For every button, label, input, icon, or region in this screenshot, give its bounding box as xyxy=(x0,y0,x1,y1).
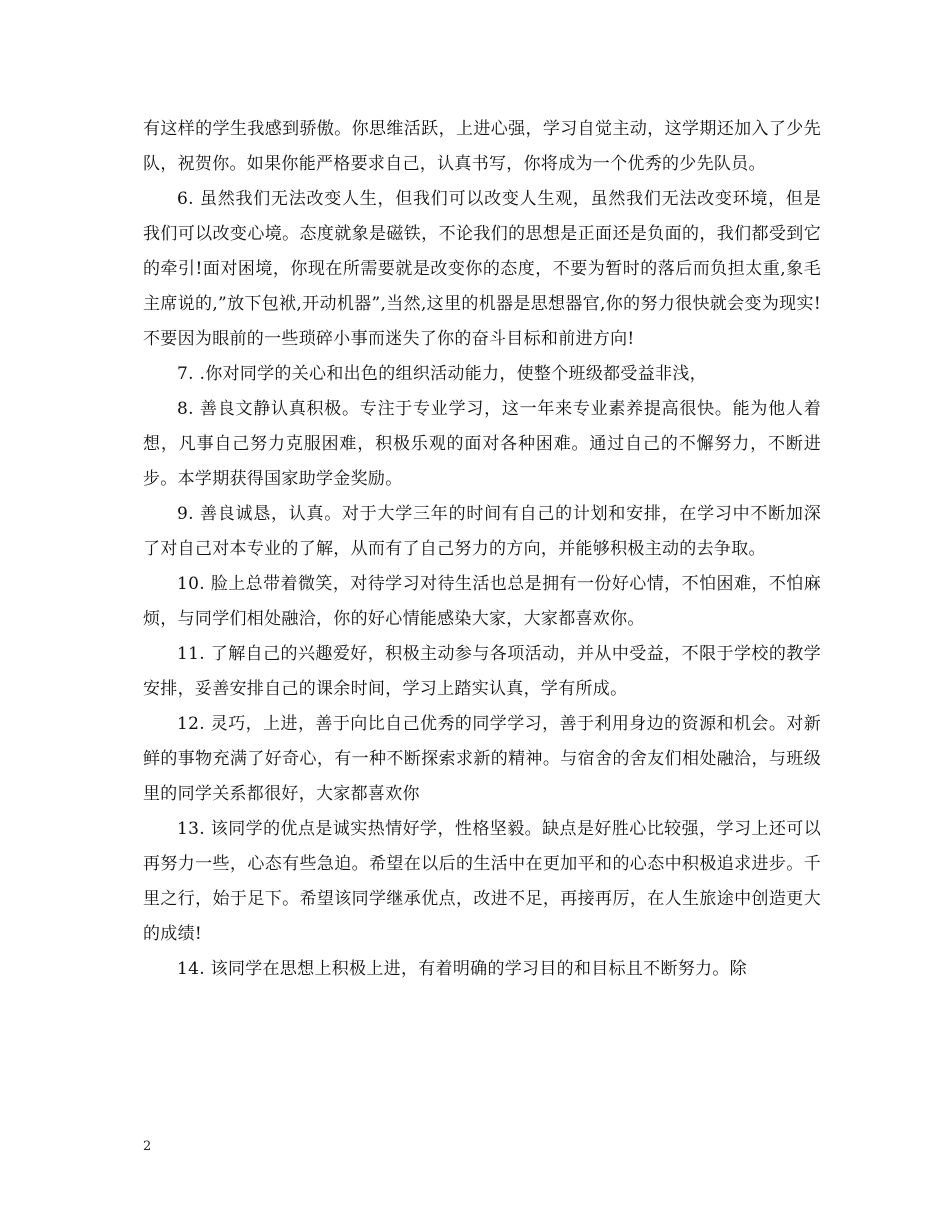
paragraph-item-8: 8. 善良文静认真积极。专注于专业学习，这一年来专业素养提高很快。能为他人着想，凡事自己努力克服困难，积极乐观的面对各种困难。通过自己的不懈努力，不断进步。本学期获得国家助学金奖励。 xyxy=(143,399,821,489)
paragraph-item-10: 10. 脸上总带着微笑，对待学习对待生活也总是拥有一份好心情，不怕困难，不怕麻烦，与同学们相处融洽，你的好心情能感染大家，大家都喜欢你。 xyxy=(143,574,821,629)
paragraph-item-9: 9. 善良诚恳，认真。对于大学三年的时间有自己的计划和安排，在学习中不断加深了对自己对本专业的了解，从而有了自己努力的方向，并能够积极主动的去争取。 xyxy=(143,504,821,559)
paragraph-item-11: 11. 了解自己的兴趣爱好，积极主动参与各项活动，并从中受益，不限于学校的教学安排，妥善安排自己的课余时间，学习上踏实认真，学有所成。 xyxy=(143,644,821,699)
paragraph-item-14: 14. 该同学在思想上积极上进，有着明确的学习目的和目标且不断努力。除 xyxy=(177,959,747,979)
paragraph-continuation: 有这样的学生我感到骄傲。你思维活跃，上进心强，学习自觉主动，这学期还加入了少先队，祝贺你。如果你能严格要求自己，认真书写，你将成为一个优秀的少先队员。 xyxy=(143,119,821,174)
paragraph-item-13: 13. 该同学的优点是诚实热情好学，性格坚毅。缺点是好胜心比较强，学习上还可以再努力一些，心态有些急迫。希望在以后的生活中在更加平和的心态中积极追求进步。千里之行，始于足下。希望该同学继承优点，改进不足，再接再厉，在人生旅途中创造更大的成绩! xyxy=(143,819,821,944)
paragraph-item-12: 12. 灵巧，上进，善于向比自己优秀的同学学习，善于利用身边的资源和机会。对新鲜的事物充满了好奇心，有一种不断探索求新的精神。与宿舍的舍友们相处融洽，与班级里的同学关系都很好，大家都喜欢你 xyxy=(143,714,821,804)
page-number: 2 xyxy=(143,1139,152,1154)
paragraph-item-6: 6. 虽然我们无法改变人生，但我们可以改变人生观，虽然我们无法改变环境，但是我们可以改变心境。态度就象是磁铁，不论我们的思想是正面还是负面的，我们都受到它的牵引!面对困境，你现在所需要就是改变你的态度，不要为暂时的落后而负担太重,象毛主席说的,”放下包袱,开动机器”,当然,这里的机器是思想器官,你的努力很快就会变为现实!不要因为眼前的一些琐碎小事而迷失了你的奋斗目标和前进方向! xyxy=(143,189,821,349)
document-body xyxy=(143,112,821,987)
paragraph-item-7: 7. .你对同学的关心和出色的组织活动能力，使整个班级都受益非浅， xyxy=(177,364,707,384)
